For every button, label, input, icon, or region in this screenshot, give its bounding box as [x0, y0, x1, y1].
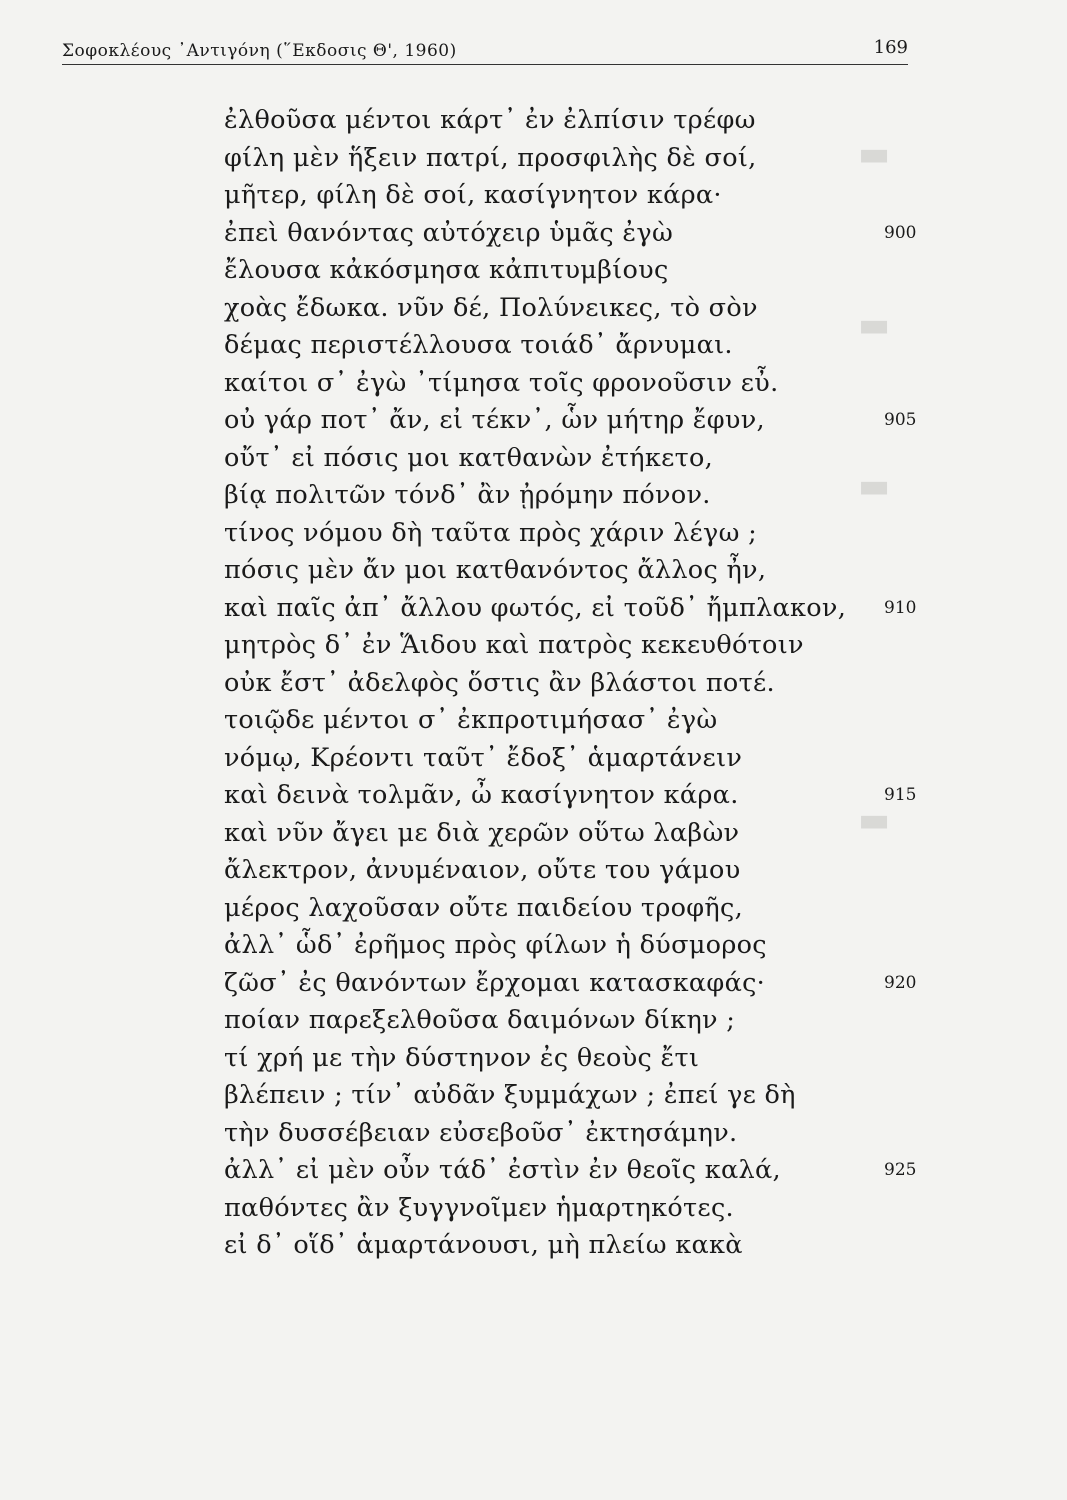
verse-line: τὴν δυσσέβειαν εὐσεβοῦσ᾿ ἐκτησάμην. — [224, 1117, 738, 1148]
running-header — [62, 34, 908, 65]
verse-line: παθόντες ἂν ξυγγνοῖμεν ἡμαρτηκότες. — [224, 1192, 734, 1223]
line-number: 900 — [884, 222, 917, 243]
verse-line: πόσις μὲν ἄν μοι κατθανόντος ἄλλος ἦν, — [224, 555, 767, 585]
verse-line: ἀλλ᾿ εἰ μὲν οὖν τάδ᾿ ἐστὶν ἐν θεοῖς καλά, — [224, 1155, 781, 1185]
verse-line: ἔλουσα κἀκόσμησα κἀπιτυμβίους — [224, 255, 669, 285]
verse-line: καὶ παῖς ἀπ᾿ ἄλλου φωτός, εἰ τοῦδ᾿ ἤμπλακον, — [224, 592, 847, 623]
verse-line: οὐκ ἔστ᾿ ἀδελφὸς ὅστις ἂν βλάστοι ποτέ. — [224, 667, 775, 698]
line-number: 925 — [884, 1160, 917, 1180]
line-number: 915 — [884, 785, 917, 805]
bleed-through-mark: ▬ — [858, 305, 891, 345]
verse-line: φίλη μὲν ἥξειν πατρί, προσφιλὴς δὲ σοί, — [224, 142, 757, 173]
verse-line: ποίαν παρεξελθοῦσα δαιμόνων δίκην ; — [224, 1005, 736, 1035]
page-number: 169 — [873, 37, 908, 58]
verse-line: ἐπεὶ θανόντας αὐτόχειρ ὑμᾶς ἐγὼ — [224, 217, 674, 248]
verse-line: τοιῷδε μέντοι σ᾿ ἐκπροτιμήσασ᾿ ἐγὼ — [224, 705, 718, 735]
verse-line: εἰ δ᾿ οἵδ᾿ ἁμαρτάνουσι, μὴ πλείω κακὰ — [224, 1230, 743, 1260]
verse-line: δέμας περιστέλλουσα τοιάδ᾿ ἄρνυμαι. — [224, 330, 733, 360]
verse-line: νόμῳ, Κρέοντι ταῦτ᾿ ἔδοξ᾿ ἁμαρτάνειν — [224, 742, 743, 773]
verse-line: βλέπειν ; τίν᾿ αὐδᾶν ξυμμάχων ; ἐπεί γε δὴ — [224, 1080, 796, 1110]
bleed-through-mark: ▬ — [858, 466, 891, 506]
verse-line: τί χρή με τὴν δύστηνον ἐς θεοὺς ἔτι — [224, 1042, 700, 1073]
line-number: 920 — [884, 972, 917, 993]
verse-line: καὶ νῦν ἄγει με διὰ χερῶν οὕτω λαβὼν — [224, 817, 740, 848]
verse-line: μέρος λαχοῦσαν οὔτε παιδείου τροφῆς, — [224, 892, 743, 923]
line-number: 905 — [884, 410, 917, 430]
verse-line: οὔτ᾿ εἰ πόσις μοι κατθανὼν ἐτήκετο, — [224, 442, 714, 473]
verse-line: βίᾳ πολιτῶν τόνδ᾿ ἂν ᾐρόμην πόνον. — [224, 480, 711, 510]
verse-line: ἀλλ᾿ ὧδ᾿ ἐρῆμος πρὸς φίλων ἡ δύσμορος — [224, 930, 767, 960]
verse-line: ἐλθοῦσα μέντοι κάρτ᾿ ἐν ἐλπίσιν τρέφω — [224, 105, 756, 135]
line-number: 910 — [884, 597, 917, 618]
verse-line: μῆτερ, φίλη δὲ σοί, κασίγνητον κάρα· — [224, 180, 722, 210]
verse-line: ζῶσ᾿ ἐς θανόντων ἔρχομαι κατασκαφάς· — [224, 967, 766, 998]
verse-line: μητρὸς δ᾿ ἐν Ἅιδου καὶ πατρὸς κεκευθότοιν — [224, 630, 804, 660]
verse-line: καὶ δεινὰ τολμᾶν, ὦ κασίγνητον κάρα. — [224, 780, 739, 810]
verse-line: τίνος νόμου δὴ ταῦτα πρὸς χάριν λέγω ; — [224, 517, 757, 548]
verse-line: ἄλεκτρον, ἀνυμέναιον, οὔτε του γάμου — [224, 855, 741, 885]
running-title: Σοφοκλέους ᾿Αντιγόνη (῞Εκδοσις Θ', 1960) — [62, 41, 457, 61]
verse-line: οὐ γάρ ποτ᾿ ἄν, εἰ τέκν᾿, ὧν μήτηρ ἔφυν, — [224, 405, 765, 435]
bleed-through-mark: ▬ — [858, 800, 891, 840]
verse-line: καίτοι σ᾿ ἐγὼ ᾿τίμησα τοῖς φρονοῦσιν εὖ. — [224, 367, 779, 398]
verse-line: χοὰς ἔδωκα. νῦν δέ, Πολύνεικες, τὸ σὸν — [224, 292, 758, 323]
bleed-through-mark: ▬ — [858, 134, 891, 174]
